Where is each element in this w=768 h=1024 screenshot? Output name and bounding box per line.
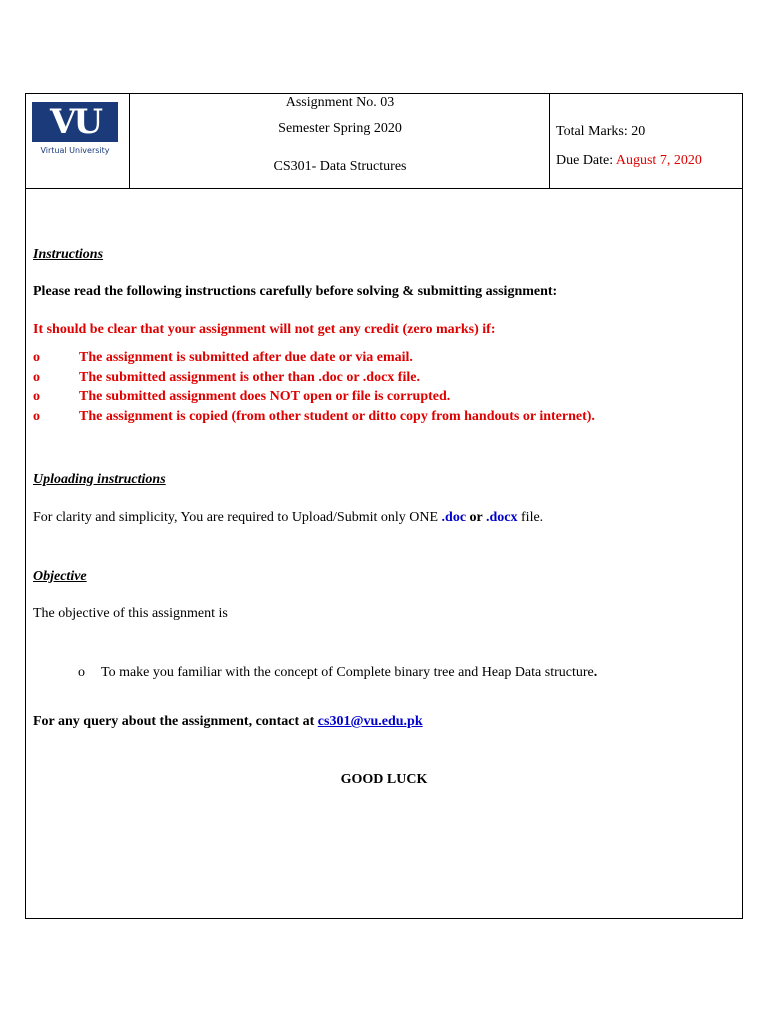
due-date-line [556,153,702,169]
objective-item [101,665,597,681]
header-table [26,94,742,189]
assignment-number: Assignment No. 03 [285,95,395,110]
uploading-heading: Uploading instructions [33,472,166,487]
bullet-marker: o [33,370,40,385]
objective-item-text: To make you familiar with the concept of Complete binary tree and Heap Data structure [101,665,594,680]
due-date-label: Due Date: [556,153,616,168]
docx-format: .docx [486,510,518,525]
objective-bullet: o [78,665,85,680]
due-date-value: August 7, 2020 [615,153,702,168]
instruction-item: The submitted assignment does NOT open or file is corrupted. [79,389,451,404]
vu-logo [32,102,118,142]
semester: Semester Spring 2020 [278,121,402,136]
title-cell [130,94,550,188]
uploading-text-end: file. [517,510,544,525]
uploading-text-start: For clarity and simplicity, You are required to Upload/Submit only ONE [33,510,442,525]
credit-warning: It should be clear that your assignment will not get any credit (zero marks) if: [33,322,496,337]
contact-line [33,714,423,730]
contact-email-link[interactable]: cs301@vu.edu.pk [317,714,423,729]
objective-heading: Objective [33,569,87,584]
marks-cell [550,94,742,188]
instructions-intro: Please read the following instructions carefully before solving & submitting assignment: [33,284,558,299]
objective-item-end: . [593,665,598,680]
course-title: CS301- Data Structures [273,159,407,174]
logo-text: VU [49,102,101,142]
contact-text: For any query about the assignment, contact at [33,714,318,729]
total-marks: Total Marks: 20 [556,124,646,139]
doc-format: .doc [441,510,467,525]
bullet-marker: o [33,350,40,365]
instruction-item: The assignment is copied (from other student or ditto copy from handouts or internet). [79,409,595,424]
instruction-item: The submitted assignment is other than .doc or .docx file. [79,370,420,385]
or-word: or [466,510,487,525]
objective-intro: The objective of this assignment is [33,606,228,621]
bullet-marker: o [33,409,40,424]
assignment-page [25,93,743,919]
good-luck: GOOD LUCK [340,772,428,787]
logo-cell [26,94,130,188]
bullet-marker: o [33,389,40,404]
uploading-text [33,510,543,526]
instructions-heading: Instructions [33,247,104,262]
logo-subtitle: Virtual University [40,146,110,155]
instruction-item: The assignment is submitted after due date or via email. [79,350,413,365]
